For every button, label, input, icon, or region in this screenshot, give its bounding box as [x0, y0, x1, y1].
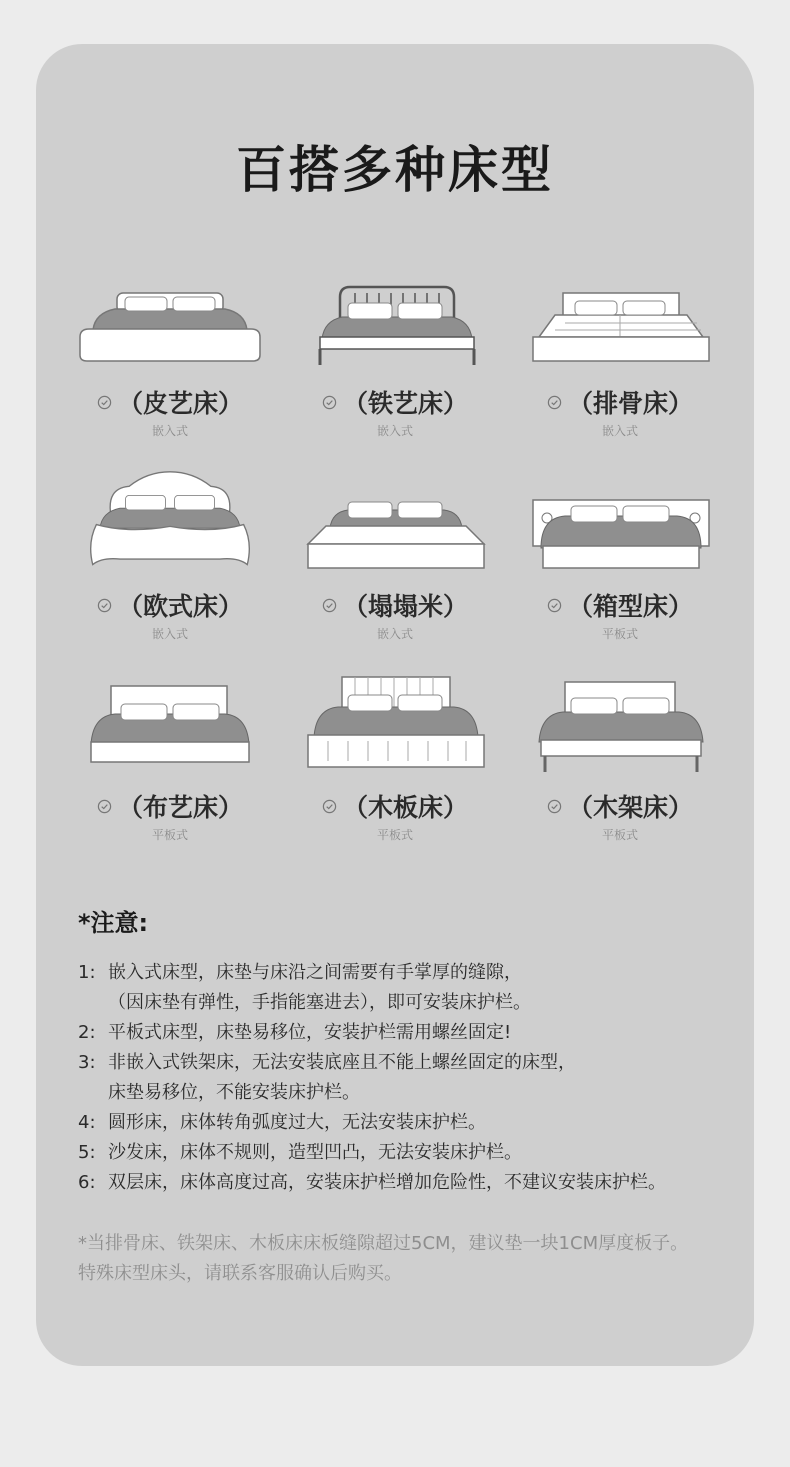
note-line: [78, 1138, 522, 1168]
bed-label-leather: [60, 384, 280, 439]
note-text: （因床垫有弹性，手指能塞进去），即可安装床护栏。: [108, 992, 531, 1013]
bed-label-slat: [510, 384, 730, 439]
footnote-line: 特殊床型床头，请联系客服确认后购买。: [78, 1263, 402, 1284]
note-text: 圆形床，床体转角弧度过大，无法安装床护栏。: [108, 1112, 486, 1133]
bed-name: （木板床）: [342, 793, 468, 822]
check-circle-icon: [322, 395, 337, 410]
bed-type: 嵌入式: [601, 424, 638, 438]
note-line: [78, 958, 522, 988]
bed-label-fabric: [60, 788, 280, 843]
iron-bed-icon: [300, 275, 490, 375]
bed-name: （铁艺床）: [342, 389, 468, 418]
bed-type: 平板式: [601, 828, 638, 842]
european-bed-icon: [75, 470, 265, 570]
note-text: 沙发床，床体不规则，造型凹凸，无法安装床护栏。: [108, 1142, 522, 1163]
bed-type: 平板式: [376, 828, 413, 842]
note-number: 5:: [78, 1142, 96, 1163]
note-line: [108, 988, 531, 1018]
note-line: [78, 1168, 666, 1198]
bed-name: （排骨床）: [567, 389, 693, 418]
slat-bed-icon: [525, 275, 715, 375]
check-circle-icon: [97, 395, 112, 410]
note-number: 1:: [78, 962, 96, 983]
bed-name: （布艺床）: [117, 793, 243, 822]
note-text: 双层床，床体高度过高，安装床护栏增加危险性，不建议安装床护栏。: [108, 1172, 666, 1193]
check-circle-icon: [97, 598, 112, 613]
wood-frame-bed-icon: [525, 680, 715, 780]
bed-name: （欧式床）: [117, 592, 243, 621]
bed-name: （木架床）: [567, 793, 693, 822]
bed-label-iron: [285, 384, 505, 439]
bed-name: （塌塌米）: [342, 592, 468, 621]
bed-label-box: [510, 587, 730, 642]
bed-name: （箱型床）: [567, 592, 693, 621]
footnote-line: *当排骨床、铁架床、木板床床板缝隙超过5CM，建议垫一块1CM厚度板子。: [78, 1233, 689, 1254]
page-title: 百搭多种床型: [236, 141, 554, 199]
note-text: 平板式床型，床垫易移位，安装护栏需用螺丝固定!: [108, 1022, 512, 1043]
check-circle-icon: [547, 799, 562, 814]
note-line: [78, 1048, 576, 1078]
bed-type: 嵌入式: [376, 627, 413, 641]
note-line: [78, 1108, 486, 1138]
note-line: [78, 1018, 511, 1048]
bed-label-wood-board: [285, 788, 505, 843]
notice-heading: *注意:: [78, 909, 149, 937]
note-text: 嵌入式床型，床垫与床沿之间需要有手掌厚的缝隙，: [108, 962, 522, 983]
bed-label-tatami: [285, 587, 505, 642]
wood-board-bed-icon: [300, 675, 490, 775]
check-circle-icon: [322, 598, 337, 613]
bed-type: 嵌入式: [376, 424, 413, 438]
note-number: 3:: [78, 1052, 96, 1073]
bed-label-wood-frame: [510, 788, 730, 843]
tatami-bed-icon: [300, 480, 490, 580]
check-circle-icon: [322, 799, 337, 814]
box-bed-icon: [525, 480, 715, 580]
bed-type: 平板式: [601, 627, 638, 641]
bed-type: 平板式: [151, 828, 188, 842]
check-circle-icon: [97, 799, 112, 814]
note-line: [108, 1078, 360, 1108]
bed-type: 嵌入式: [151, 424, 188, 438]
note-number: 4:: [78, 1112, 96, 1133]
check-circle-icon: [547, 395, 562, 410]
note-text: 床垫易移位，不能安装床护栏。: [108, 1082, 360, 1103]
leather-bed-icon: [75, 275, 265, 375]
note-text: 非嵌入式铁架床，无法安装底座且不能上螺丝固定的床型，: [108, 1052, 576, 1073]
bed-name: （皮艺床）: [117, 389, 243, 418]
note-number: 6:: [78, 1172, 96, 1193]
bed-label-european: [60, 587, 280, 642]
note-number: 2:: [78, 1022, 96, 1043]
check-circle-icon: [547, 598, 562, 613]
bed-type: 嵌入式: [151, 627, 188, 641]
fabric-bed-icon: [75, 680, 265, 780]
